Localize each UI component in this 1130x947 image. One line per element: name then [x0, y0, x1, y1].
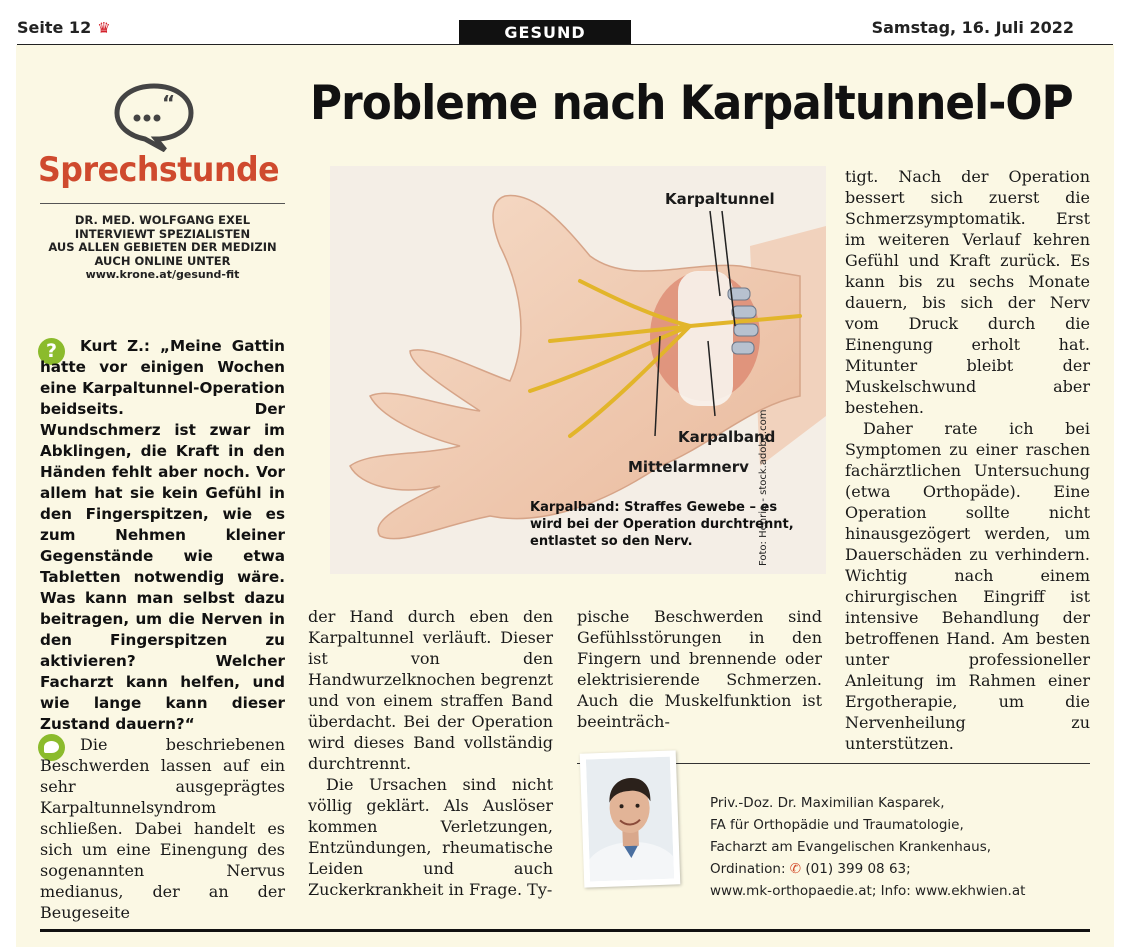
top-bar: [0, 0, 1130, 46]
photo-credit: Foto: Henrie - stock.adobe.com: [758, 409, 769, 566]
answer-paragraph: Daher rate ich bei Symptomen zu einer raschen fachärztlichen Untersuchung (etwa Orthopäde). Eine Operation sollte nicht hinausgezögert werden, um Dauerschäden zu verhindern. Wichtig nach einem chirurgischen Eingriff ist intensive Behandlung der betroffenen Hand. Am besten unter professioneller Anleitung im Rahmen einer Ergotherapie, um die Nervenheilung zu unterstützen.: [845, 419, 1090, 753]
bio-line: INTERVIEWT SPEZIALISTEN: [74, 226, 251, 241]
bio-url: www.krone.at/gesund-fit: [85, 268, 240, 281]
page-number-text: Seite 12: [17, 18, 92, 37]
answer-column-3: [577, 606, 822, 732]
answer-paragraph: Die Ursachen sind nicht völlig geklärt. Als Auslöser kommen Verletzungen, Entzündungen, rheumatische Leiden und auch Zuckerkrankheit in Frage. Ty-: [308, 775, 553, 899]
portrait-drawing: [586, 757, 674, 882]
question-icon: ?: [38, 338, 65, 365]
answer-text: Die beschriebenen Beschwerden lassen auf ein sehr ausgeprägtes Karpaltunnelsyndrom schließen. Dabei handelt es sich um eine Einengung des sogenannten Nervus medianus, der an der Beugeseite: [40, 735, 285, 922]
svg-text:“: “: [162, 91, 176, 115]
rubric-title: Sprechstunde: [38, 150, 280, 190]
rubric-divider: [40, 203, 285, 204]
answer-paragraph: pische Beschwerden sind Gefühlsstörungen in den Fingern und brennende oder elektrisierende Schmerzen. Auch die Muskelfunktion ist beeinträch-: [577, 607, 822, 731]
bio-line: AUS ALLEN GEBIETEN DER MEDIZIN: [48, 240, 277, 254]
expert-hospital: Facharzt am Evangelischen Krankenhaus,: [710, 839, 992, 855]
answer-column-1: [40, 734, 285, 923]
ordination-label: Ordination:: [710, 861, 786, 877]
issue-date: Samstag, 16. Juli 2022: [871, 18, 1074, 37]
crown-icon: ♛: [97, 19, 111, 37]
rubric-bio: [40, 214, 285, 282]
expert-ordination: [710, 858, 1025, 880]
bio-line: AUCH ONLINE UNTER: [94, 253, 231, 268]
answer-column-4: [845, 166, 1090, 754]
bio-line: DR. MED. WOLFGANG EXEL: [74, 213, 251, 227]
speech-bubble-icon: [113, 82, 195, 152]
illustration-caption: Karpalband: Straffes Gewebe – es wird bei der Operation durchtrennt, entlastet so den Nerv.: [530, 500, 794, 549]
phone-number: (01) 399 08 63;: [805, 861, 911, 877]
answer-paragraph: der Hand durch eben den Karpaltunnel verläuft. Dieser ist von den Handwurzelknochen begrenzt und von einem straffen Band überdacht. Bei der Operation wird dieses Band vollständig durchtrennt.: [308, 607, 553, 773]
expert-info: [710, 792, 1025, 902]
expert-portrait: [580, 750, 681, 887]
label-karpaltunnel: Karpaltunnel: [665, 190, 775, 208]
hand-illustration: [330, 166, 826, 574]
phone-icon: ✆: [789, 861, 802, 877]
label-karpalband: Karpalband: [678, 428, 776, 446]
expert-web: www.mk-orthopaedie.at; Info: www.ekhwien.at: [710, 883, 1026, 899]
expert-title: FA für Orthopädie und Traumatologie,: [710, 817, 964, 833]
footer-divider: [40, 929, 1090, 932]
label-mittelarmnerv: Mittelarmnerv: [628, 458, 749, 476]
answer-column-2: [308, 606, 553, 900]
section-label: GESUND: [459, 20, 631, 44]
headline: Probleme nach Karpaltunnel-OP: [310, 76, 1073, 131]
answer-paragraph: tigt. Nach der Operation bessert sich zuerst die Schmerzsymptomatik. Erst im weiteren Verlauf kehren Gefühl und Kraft zurück. Es kann bis zu sechs Monate dauern, bis sich der Nerv vom Druck durch die Einengung erholt hat. Mitunter bleibt der Muskelschwund aber bestehen.: [845, 167, 1090, 417]
reader-question: [40, 336, 285, 735]
question-text: Kurt Z.: „Meine Gattin hatte vor einigen Wochen eine Karpaltunnel-Operation beidseits. Der Wundschmerz ist zwar im Abklingen, die Kraft in den Händen fehlt aber noch. Vor allem hat sie kein Gefühl in den Fingerspitzen, wie es zum Nehmen kleiner Gegenstände wie etwa Tabletten notwendig wäre. Was kann man selbst dazu beitragen, um die Nerven in den Fingerspitzen zu aktivieren? Welcher Facharzt kann helfen, und wie lange kann dieser Zustand dauern?“: [40, 337, 285, 733]
page-number: [17, 18, 111, 37]
expert-name: Priv.-Doz. Dr. Maximilian Kasparek,: [710, 795, 945, 811]
